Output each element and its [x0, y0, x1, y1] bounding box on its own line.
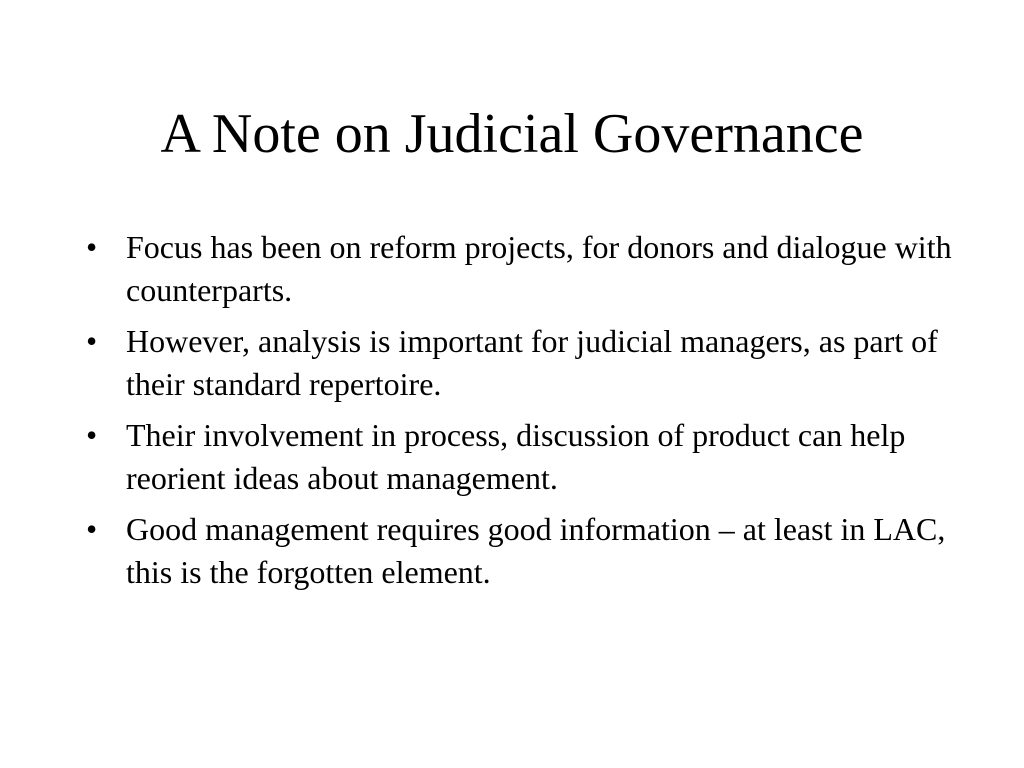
bullet-text: However, analysis is important for judicial managers, as part of their standard repertoire. — [126, 323, 938, 402]
bullet-marker: • — [86, 511, 98, 547]
bullet-marker: • — [86, 229, 98, 265]
bullet-text: Their involvement in process, discussion of product can help reorient ideas about management. — [126, 417, 906, 496]
slide-title: A Note on Judicial Governance — [160, 103, 864, 165]
bullet-item — [84, 414, 954, 500]
bullet-text: Good management requires good information – at least in LAC, this is the forgotten element. — [126, 511, 946, 590]
bullet-item — [84, 226, 954, 312]
bullet-item — [84, 508, 954, 594]
bullet-marker: • — [86, 323, 98, 359]
bullet-list — [84, 226, 954, 602]
bullet-text: Focus has been on reform projects, for donors and dialogue with counterparts. — [126, 229, 952, 308]
bullet-item — [84, 320, 954, 406]
bullet-marker: • — [86, 417, 98, 453]
